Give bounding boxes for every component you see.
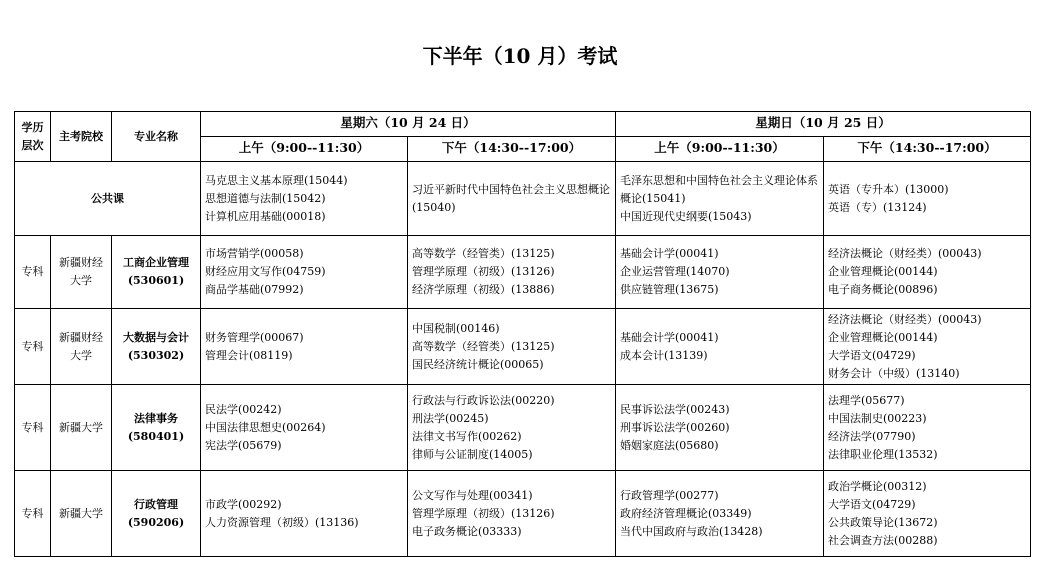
public-course-row: [15, 162, 1031, 236]
course-item: 高等数学（经管类）(13125): [412, 339, 555, 353]
level-cell: 专科: [15, 236, 51, 309]
public-sat-pm: [408, 162, 616, 236]
course-item: 思想道德与法制(15042): [205, 191, 326, 205]
header-day-saturday: 星期六（10 月 24 日）: [201, 112, 616, 137]
major-row: [15, 309, 1031, 385]
major-name: 法律事务: [134, 411, 178, 425]
course-item: 马克思主义基本原理(15044): [205, 173, 348, 187]
course-item: 电子商务概论(00896): [828, 283, 938, 296]
course-item: 宪法学(05679): [205, 438, 282, 452]
course-item: 毛泽东思想和中国特色社会主义理论体系概论(15041): [620, 173, 819, 205]
course-item: 财务会计（中级）(13140): [828, 366, 960, 380]
sat-am-courses: [201, 471, 408, 557]
school-cell: 新疆财经大学: [51, 309, 112, 385]
course-item: 企业管理概论(00144): [828, 265, 938, 278]
public-sun-am: [616, 162, 824, 236]
header-major: 专业名称: [112, 112, 201, 162]
course-item: 国民经济统计概论(00065): [412, 357, 544, 371]
course-item: 行政法与行政诉讼法(00220): [412, 393, 555, 407]
major-row: [15, 471, 1031, 557]
school-cell: 新疆财经大学: [51, 236, 112, 309]
level-cell: 专科: [15, 309, 51, 385]
course-item: 习近平新时代中国特色社会主义思想概论(15040): [412, 182, 610, 214]
course-item: 婚姻家庭法(05680): [620, 438, 719, 452]
course-item: 商品学基础(07992): [205, 283, 304, 296]
course-item: 财务管理学(00067): [205, 330, 304, 344]
course-item: 法理学(05677): [828, 393, 905, 407]
exam-schedule-table: [14, 111, 1031, 557]
course-item: 供应链管理(13675): [620, 283, 719, 296]
course-item: 律师与公证制度(14005): [412, 447, 533, 461]
page-title: 下半年（10 月）考试: [422, 44, 618, 68]
course-item: 大学语文(04729): [828, 497, 916, 511]
course-item: 法律职业伦理(13532): [828, 447, 938, 461]
major-name: 大数据与会计: [123, 330, 189, 344]
course-item: 公文写作与处理(00341): [412, 488, 533, 502]
header-day-sunday: 星期日（10 月 25 日）: [616, 112, 1031, 137]
sat-am-courses: [201, 236, 408, 309]
course-item: 成本会计(13139): [620, 348, 708, 362]
course-item: 经济法学(07790): [828, 429, 916, 443]
sun-am-courses: [616, 471, 824, 557]
sun-am-courses: [616, 236, 824, 309]
major-row: [15, 236, 1031, 309]
course-item: 政府经济管理概论(03349): [620, 506, 752, 520]
sat-pm-courses: [408, 309, 616, 385]
course-item: 中国法制史(00223): [828, 411, 927, 425]
public-sat-am: [201, 162, 408, 236]
course-item: 管理会计(08119): [205, 348, 293, 362]
header-level: 学历层次: [15, 112, 51, 162]
course-item: 基础会计学(00041): [620, 330, 719, 344]
course-item: 法律文书写作(00262): [412, 429, 522, 443]
sat-pm-courses: [408, 385, 616, 471]
course-item: 中国法律思想史(00264): [205, 420, 326, 434]
sun-pm-courses: [824, 385, 1031, 471]
course-item: 英语（专升本）(13000): [828, 182, 949, 196]
major-code: (530302): [127, 348, 185, 362]
sun-pm-courses: [824, 309, 1031, 385]
school-cell: 新疆大学: [51, 471, 112, 557]
major-cell: [112, 385, 201, 471]
course-item: 管理学原理（初级）(13126): [412, 265, 555, 278]
sun-am-courses: [616, 385, 824, 471]
course-item: 财经应用文写作(04759): [205, 265, 326, 278]
course-item: 大学语文(04729): [828, 348, 916, 362]
public-course-label: 公共课: [15, 162, 201, 236]
course-item: 中国税制(00146): [412, 321, 500, 335]
course-item: 基础会计学(00041): [620, 247, 719, 260]
course-item: 中国近现代史纲要(15043): [620, 209, 752, 223]
level-cell: 专科: [15, 471, 51, 557]
course-item: 电子政务概论(03333): [412, 524, 522, 538]
course-item: 英语（专）(13124): [828, 200, 927, 214]
level-cell: 专科: [15, 385, 51, 471]
sun-am-courses: [616, 309, 824, 385]
major-code: (590206): [127, 515, 185, 529]
major-row: [15, 385, 1031, 471]
course-item: 管理学原理（初级）(13126): [412, 506, 555, 520]
course-item: 政治学概论(00312): [828, 479, 927, 493]
course-item: 企业管理概论(00144): [828, 330, 938, 344]
header-row: [15, 112, 1031, 137]
course-item: 经济学原理（初级）(13886): [412, 283, 555, 296]
course-item: 民事诉讼法学(00243): [620, 402, 730, 416]
header-sat-am: 上午（9:00--11:30）: [201, 137, 408, 162]
course-item: 当代中国政府与政治(13428): [620, 524, 763, 538]
course-item: 人力资源管理（初级）(13136): [205, 515, 359, 529]
course-item: 市政学(00292): [205, 497, 282, 511]
major-cell: [112, 236, 201, 309]
public-sun-pm: [824, 162, 1031, 236]
sat-pm-courses: [408, 236, 616, 309]
header-sun-pm: 下午（14:30--17:00）: [824, 137, 1031, 162]
major-code: (580401): [127, 429, 185, 443]
major-name: 工商企业管理: [123, 256, 189, 269]
header-sun-am: 上午（9:00--11:30）: [616, 137, 824, 162]
sun-pm-courses: [824, 471, 1031, 557]
course-item: 社会调查方法(00288): [828, 533, 938, 547]
sat-am-courses: [201, 385, 408, 471]
header-sat-pm: 下午（14:30--17:00）: [408, 137, 616, 162]
header-school: 主考院校: [51, 112, 112, 162]
course-item: 企业运营管理(14070): [620, 265, 730, 278]
school-cell: 新疆大学: [51, 385, 112, 471]
course-item: 高等数学（经管类）(13125): [412, 247, 555, 260]
sun-pm-courses: [824, 236, 1031, 309]
course-item: 行政管理学(00277): [620, 488, 719, 502]
course-item: 公共政策导论(13672): [828, 515, 938, 529]
major-code: (530601): [127, 274, 185, 287]
major-name: 行政管理: [134, 497, 178, 511]
major-cell: [112, 309, 201, 385]
sat-pm-courses: [408, 471, 616, 557]
course-item: 经济法概论（财经类）(00043): [828, 247, 982, 260]
course-item: 刑法学(00245): [412, 411, 489, 425]
major-cell: [112, 471, 201, 557]
sat-am-courses: [201, 309, 408, 385]
course-item: 计算机应用基础(00018): [205, 209, 326, 223]
course-item: 经济法概论（财经类）(00043): [828, 312, 982, 326]
course-item: 民法学(00242): [205, 402, 282, 416]
course-item: 刑事诉讼法学(00260): [620, 420, 730, 434]
course-item: 市场营销学(00058): [205, 247, 304, 260]
